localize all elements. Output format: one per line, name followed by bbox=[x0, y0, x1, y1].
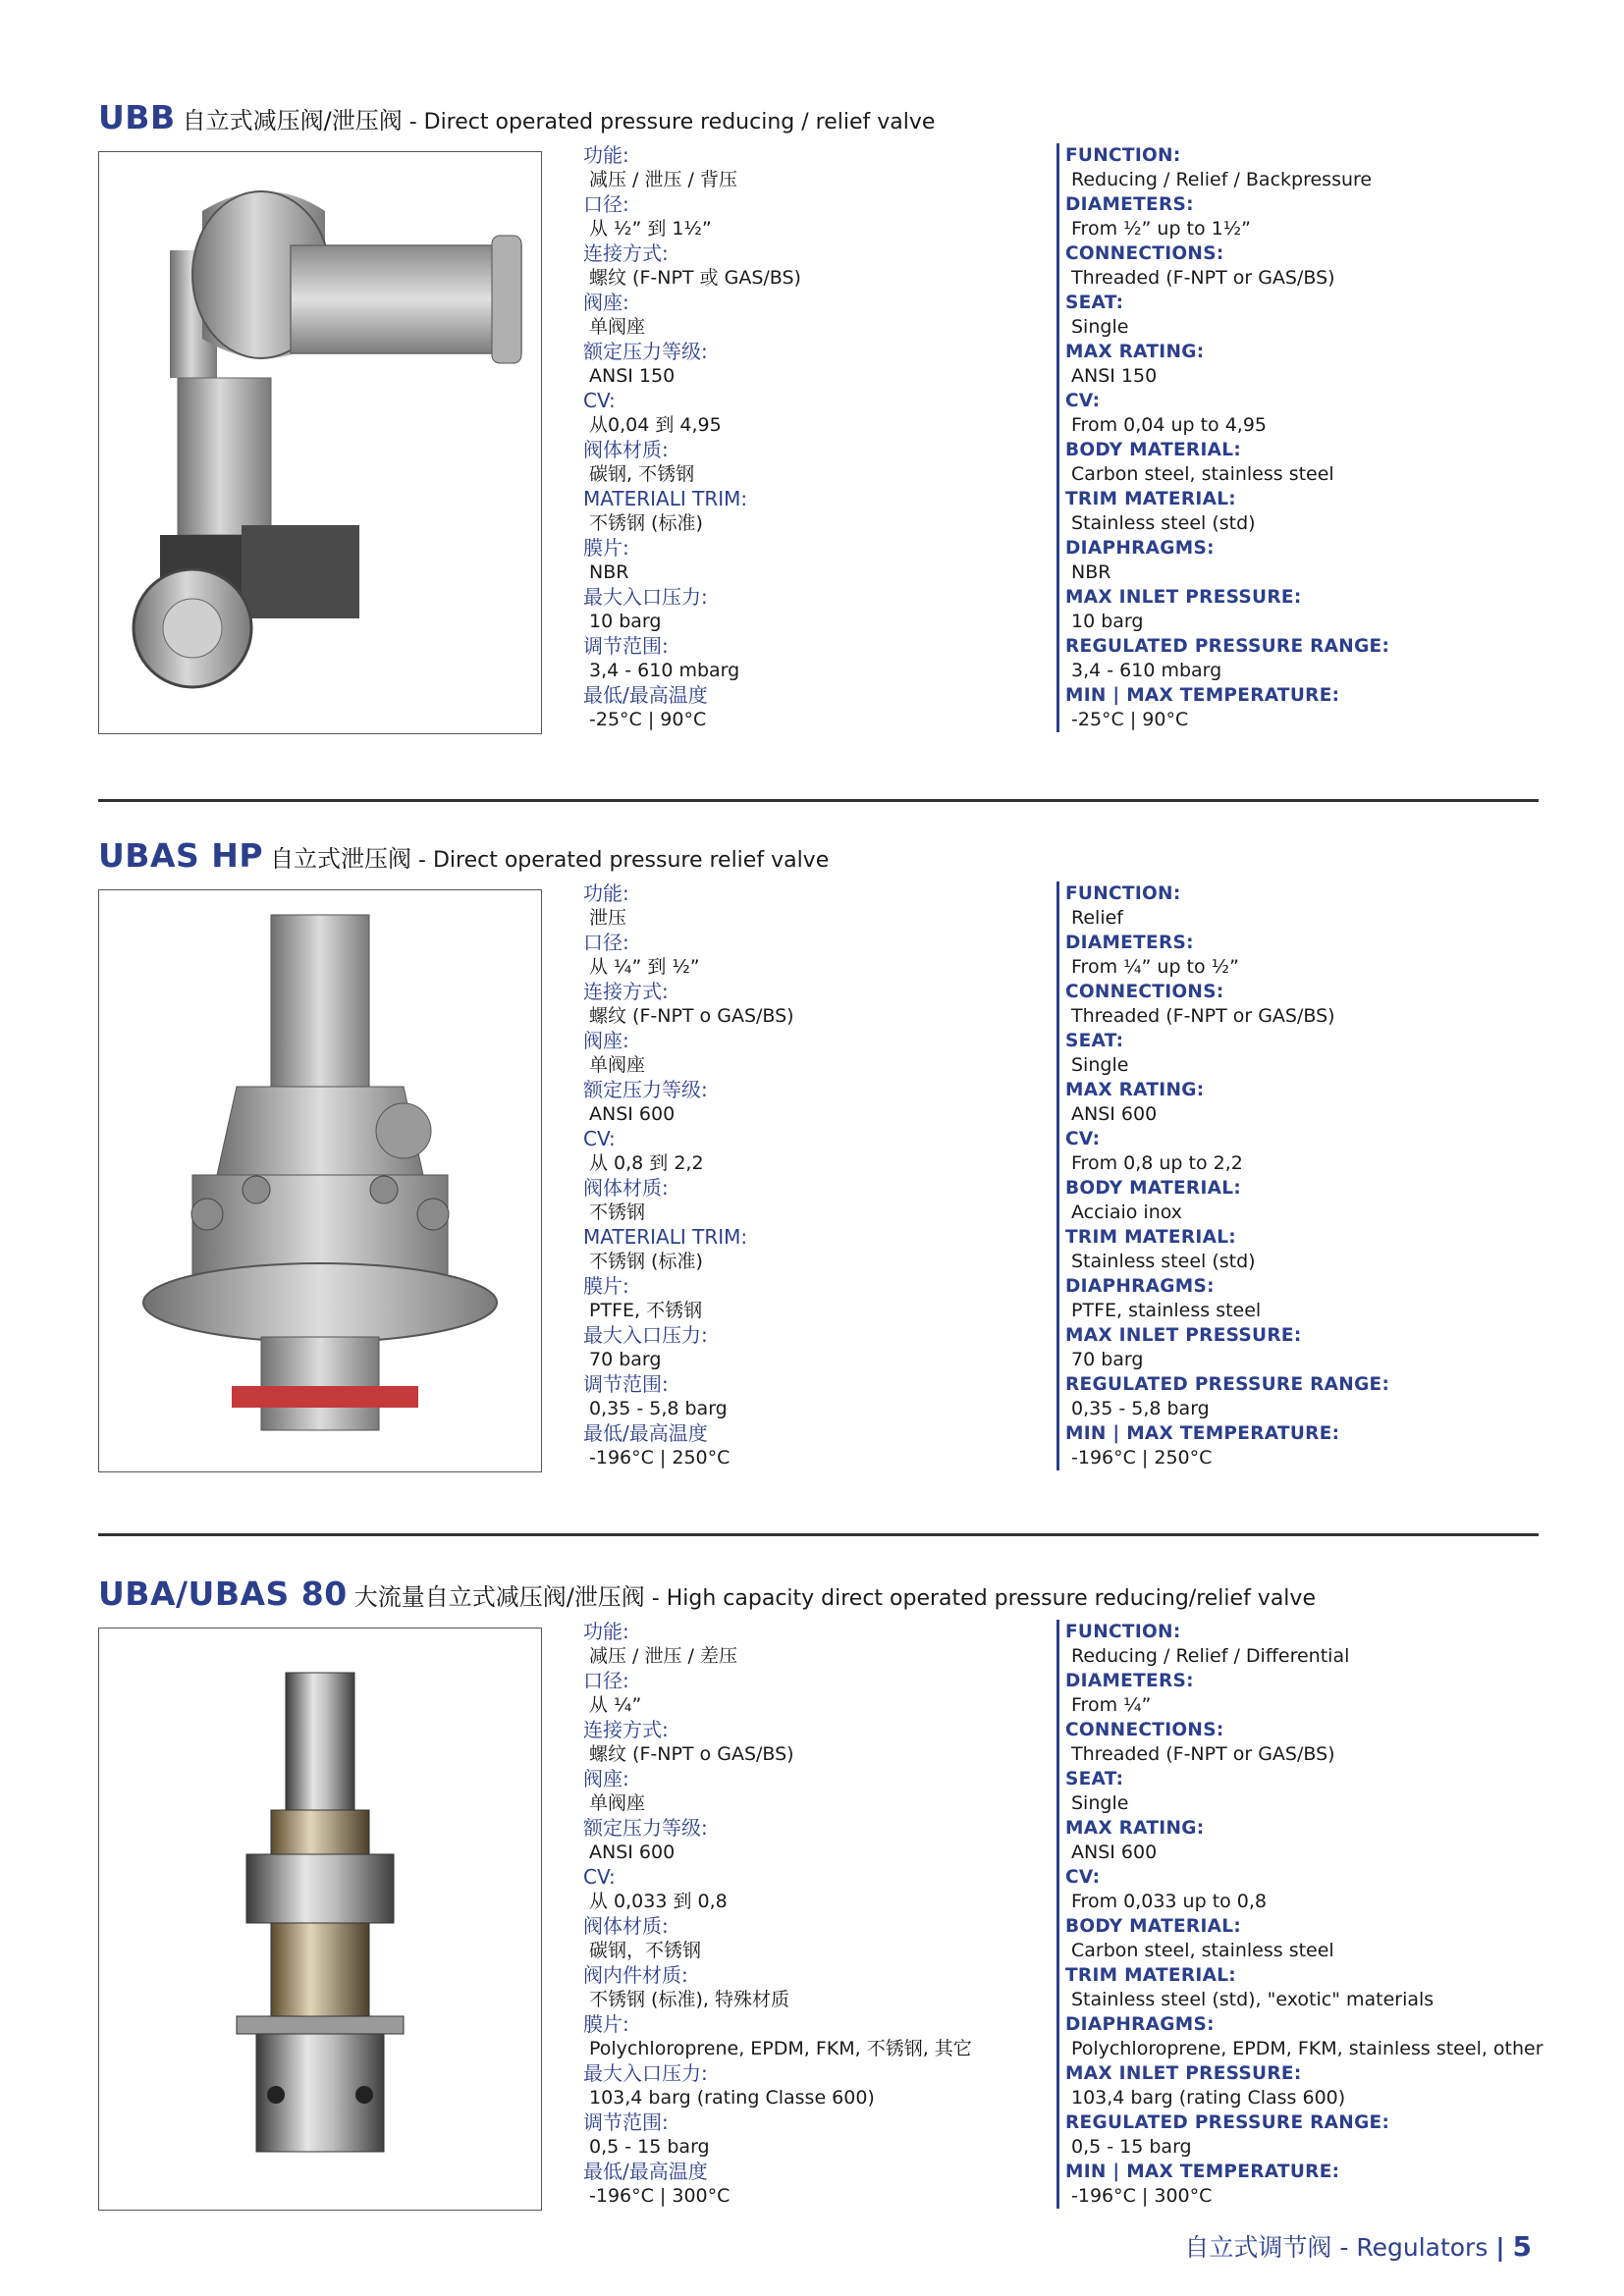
spec-value: NBR bbox=[589, 561, 629, 583]
spec-value: Acciaio inox bbox=[1071, 1201, 1183, 1223]
spec-item bbox=[583, 1816, 972, 1865]
spec-item bbox=[1065, 241, 1389, 291]
spec-label: 最大入口压力: bbox=[583, 2061, 708, 2085]
spec-value: -25°C | 90°C bbox=[589, 709, 707, 730]
product-title-cn: 自立式泄压阀 bbox=[270, 845, 412, 873]
spec-label: 阀体材质: bbox=[583, 1176, 669, 1200]
spec-item bbox=[583, 683, 801, 732]
spec-value: 10 barg bbox=[1071, 611, 1144, 632]
spec-value: Single bbox=[1071, 316, 1129, 338]
spec-label: MIN | MAX TEMPERATURE: bbox=[1065, 685, 1340, 706]
spec-item bbox=[1065, 980, 1389, 1029]
spec-label: 阀座: bbox=[583, 1767, 629, 1790]
spec-list-en bbox=[1056, 143, 1389, 732]
spec-item bbox=[1065, 438, 1389, 487]
section-title bbox=[98, 98, 935, 136]
spec-item bbox=[1065, 2012, 1543, 2061]
spec-item bbox=[583, 1029, 794, 1078]
spec-value: 从 ¼” 到 ½” bbox=[589, 956, 700, 978]
spec-value: 不锈钢 bbox=[589, 1201, 646, 1223]
spec-value: -196°C | 250°C bbox=[1071, 1447, 1213, 1468]
spec-item bbox=[1065, 487, 1389, 536]
spec-value: 泄压 bbox=[589, 907, 627, 929]
spec-item bbox=[1065, 1176, 1389, 1225]
spec-value: 减压 / 泄压 / 差压 bbox=[589, 1645, 737, 1667]
spec-item bbox=[583, 585, 801, 634]
section-divider bbox=[98, 799, 1539, 802]
spec-value: PTFE, 不锈钢 bbox=[589, 1300, 703, 1321]
section-divider bbox=[98, 1533, 1539, 1536]
spec-item bbox=[1065, 1225, 1389, 1274]
spec-value: From 0,04 up to 4,95 bbox=[1071, 414, 1268, 436]
spec-item bbox=[583, 1865, 972, 1914]
spec-item bbox=[583, 1323, 794, 1372]
spec-label: CV: bbox=[583, 1127, 616, 1150]
spec-label: DIAPHRAGMS: bbox=[1065, 538, 1215, 559]
spec-value: 103,4 barg (rating Classe 600) bbox=[589, 2087, 875, 2109]
spec-label: DIAPHRAGMS: bbox=[1065, 2014, 1215, 2035]
spec-item bbox=[583, 1669, 972, 1718]
spec-item bbox=[1065, 683, 1389, 732]
spec-value: -196°C | 250°C bbox=[589, 1447, 731, 1468]
spec-label: 膜片: bbox=[583, 536, 629, 560]
spec-value: Reducing / Relief / Differential bbox=[1071, 1645, 1350, 1667]
spec-value: 0,35 - 5,8 barg bbox=[589, 1398, 728, 1419]
spec-label: MAX INLET PRESSURE: bbox=[1065, 2063, 1302, 2084]
spec-item bbox=[583, 2061, 972, 2110]
spec-item bbox=[583, 1963, 972, 2012]
spec-label: CV: bbox=[583, 389, 616, 412]
spec-item bbox=[1065, 389, 1389, 438]
spec-item bbox=[1065, 1816, 1543, 1865]
spec-label: 连接方式: bbox=[583, 1718, 669, 1741]
spec-item bbox=[583, 192, 801, 241]
spec-item bbox=[583, 1421, 794, 1470]
product-title-cn: 自立式减压阀/泄压阀 bbox=[182, 107, 403, 134]
regulator-valve-photo bbox=[98, 151, 542, 734]
product-title-en: - High capacity direct operated pressure reducing/relief valve bbox=[644, 1586, 1316, 1611]
spec-value: 碳钢，不锈钢 bbox=[589, 1940, 702, 1961]
spec-value: 从 ¼” bbox=[589, 1694, 642, 1716]
spec-value: Stainless steel (std) bbox=[1071, 1251, 1256, 1272]
spec-item bbox=[1065, 2160, 1543, 2209]
spec-item bbox=[1065, 881, 1389, 931]
product-code: UBAS HP bbox=[98, 836, 264, 875]
spec-item bbox=[1065, 1274, 1389, 1323]
spec-item bbox=[1065, 1620, 1543, 1669]
spec-value: 从0,04 到 4,95 bbox=[589, 414, 722, 436]
spec-item bbox=[583, 2012, 972, 2061]
spec-value: From ¼” bbox=[1071, 1694, 1152, 1716]
spec-item bbox=[583, 931, 794, 980]
spec-label: FUNCTION: bbox=[1065, 883, 1181, 904]
spec-value: -196°C | 300°C bbox=[1071, 2185, 1213, 2207]
spec-value: 不锈钢 (标准) bbox=[589, 512, 703, 534]
relief-valve-icon bbox=[99, 890, 541, 1471]
spec-value: 10 barg bbox=[589, 611, 662, 632]
spec-label: BODY MATERIAL: bbox=[1065, 440, 1242, 460]
spec-item bbox=[1065, 291, 1389, 340]
spec-label: MAX RATING: bbox=[1065, 342, 1205, 362]
spec-value: From ¼” up to ½” bbox=[1071, 956, 1239, 978]
spec-item bbox=[583, 1078, 794, 1127]
page-number: 5 bbox=[1512, 2230, 1532, 2263]
spec-label: DIAMETERS: bbox=[1065, 933, 1194, 953]
spec-label: BODY MATERIAL: bbox=[1065, 1916, 1242, 1937]
spec-label: 连接方式: bbox=[583, 980, 669, 1003]
spec-value: Threaded (F-NPT or GAS/BS) bbox=[1071, 1005, 1335, 1027]
spec-label: DIAPHRAGMS: bbox=[1065, 1276, 1215, 1297]
high-capacity-valve-photo bbox=[98, 1628, 542, 2211]
spec-label: CV: bbox=[1065, 1867, 1101, 1888]
spec-item bbox=[583, 634, 801, 683]
spec-value: 单阀座 bbox=[589, 316, 646, 338]
spec-value: Polychloroprene, EPDM, FKM, stainless steel, other bbox=[1071, 2038, 1543, 2059]
spec-value: -25°C | 90°C bbox=[1071, 709, 1189, 730]
spec-value: Threaded (F-NPT or GAS/BS) bbox=[1071, 1743, 1335, 1765]
spec-value: Single bbox=[1071, 1054, 1129, 1076]
spec-label: 功能: bbox=[583, 143, 629, 167]
spec-item bbox=[1065, 536, 1389, 585]
spec-value: Stainless steel (std), "exotic" materials bbox=[1071, 1989, 1435, 2010]
section-title bbox=[98, 1575, 1316, 1613]
spec-item bbox=[1065, 2110, 1543, 2160]
spec-item bbox=[1065, 192, 1389, 241]
spec-label: 最低/最高温度 bbox=[583, 1421, 708, 1445]
spec-value: Polychloroprene, EPDM, FKM, 不锈钢, 其它 bbox=[589, 2038, 972, 2059]
spec-label: CONNECTIONS: bbox=[1065, 1720, 1224, 1740]
spec-label: MATERIALI TRIM: bbox=[583, 1225, 748, 1249]
spec-label: 阀内件材质: bbox=[583, 1963, 688, 1987]
spec-label: 阀座: bbox=[583, 1029, 629, 1052]
spec-label: 最大入口压力: bbox=[583, 585, 708, 609]
spec-value: 不锈钢 (标准), 特殊材质 bbox=[589, 1989, 789, 2010]
spec-value: ANSI 600 bbox=[589, 1103, 676, 1125]
spec-label: 膜片: bbox=[583, 1274, 629, 1298]
spec-label: SEAT: bbox=[1065, 1769, 1124, 1789]
spec-value: 从 0,8 到 2,2 bbox=[589, 1152, 704, 1174]
spec-list-cn bbox=[583, 881, 794, 1470]
spec-value: From ½” up to 1½” bbox=[1071, 218, 1252, 240]
spec-label: DIAMETERS: bbox=[1065, 1671, 1194, 1691]
spec-value: Threaded (F-NPT or GAS/BS) bbox=[1071, 267, 1335, 289]
spec-item bbox=[1065, 1323, 1389, 1372]
footer-separator: | bbox=[1495, 2233, 1505, 2262]
spec-item bbox=[1065, 143, 1389, 192]
spec-value: 0,5 - 15 barg bbox=[1071, 2136, 1192, 2158]
product-title-cn: 大流量自立式减压阀/泄压阀 bbox=[353, 1583, 645, 1611]
spec-label: 调节范围: bbox=[583, 1372, 669, 1396]
spec-label: FUNCTION: bbox=[1065, 145, 1181, 166]
spec-value: NBR bbox=[1071, 561, 1111, 583]
spec-label: TRIM MATERIAL: bbox=[1065, 1227, 1236, 1248]
spec-label: 膜片: bbox=[583, 2012, 629, 2036]
spec-label: 额定压力等级: bbox=[583, 1078, 708, 1101]
spec-label: 阀体材质: bbox=[583, 438, 669, 461]
spec-value: 单阀座 bbox=[589, 1792, 646, 1814]
spec-item bbox=[583, 1620, 972, 1669]
spec-label: 最低/最高温度 bbox=[583, 2160, 708, 2183]
spec-label: TRIM MATERIAL: bbox=[1065, 1965, 1236, 1986]
spec-value: 碳钢, 不锈钢 bbox=[589, 463, 695, 485]
spec-label: CV: bbox=[1065, 1129, 1101, 1149]
high-capacity-valve-icon bbox=[99, 1629, 541, 2210]
spec-label: FUNCTION: bbox=[1065, 1622, 1181, 1642]
product-title-en: - Direct operated pressure relief valve bbox=[411, 848, 830, 873]
spec-label: MATERIALI TRIM: bbox=[583, 487, 748, 510]
spec-value: ANSI 600 bbox=[1071, 1842, 1158, 1863]
spec-value: Carbon steel, stainless steel bbox=[1071, 1940, 1334, 1961]
spec-label: MAX RATING: bbox=[1065, 1818, 1205, 1839]
spec-value: 减压 / 泄压 / 背压 bbox=[589, 169, 737, 190]
spec-value: PTFE, stainless steel bbox=[1071, 1300, 1262, 1321]
spec-value: Relief bbox=[1071, 907, 1123, 929]
spec-item bbox=[583, 438, 801, 487]
spec-label: 额定压力等级: bbox=[583, 340, 708, 363]
product-code: UBA/UBAS 80 bbox=[98, 1575, 348, 1613]
spec-item bbox=[583, 1225, 794, 1274]
section-title bbox=[98, 836, 829, 875]
spec-item bbox=[583, 143, 801, 192]
spec-label: 功能: bbox=[583, 881, 629, 905]
spec-item bbox=[583, 1127, 794, 1176]
spec-value: ANSI 150 bbox=[1071, 365, 1158, 387]
spec-item bbox=[1065, 1029, 1389, 1078]
spec-value: From 0,033 up to 0,8 bbox=[1071, 1891, 1268, 1912]
spec-item bbox=[1065, 1669, 1543, 1718]
spec-value: 3,4 - 610 mbarg bbox=[1071, 660, 1222, 681]
spec-label: TRIM MATERIAL: bbox=[1065, 489, 1236, 509]
spec-value: 0,5 - 15 barg bbox=[589, 2136, 710, 2158]
spec-value: Single bbox=[1071, 1792, 1129, 1814]
spec-label: CONNECTIONS: bbox=[1065, 243, 1224, 264]
spec-value: -196°C | 300°C bbox=[589, 2185, 731, 2207]
spec-item bbox=[1065, 634, 1389, 683]
spec-label: REGULATED PRESSURE RANGE: bbox=[1065, 1374, 1390, 1395]
spec-item bbox=[583, 980, 794, 1029]
spec-value: Reducing / Relief / Backpressure bbox=[1071, 169, 1373, 190]
spec-value: ANSI 600 bbox=[1071, 1103, 1158, 1125]
spec-label: 额定压力等级: bbox=[583, 1816, 708, 1840]
spec-item bbox=[583, 2160, 972, 2209]
spec-label: 调节范围: bbox=[583, 634, 669, 658]
product-code: UBB bbox=[98, 98, 176, 136]
spec-item bbox=[583, 340, 801, 389]
spec-item bbox=[1065, 1963, 1543, 2012]
spec-item bbox=[1065, 585, 1389, 634]
spec-item bbox=[1065, 1127, 1389, 1176]
page-footer bbox=[1184, 2228, 1532, 2264]
spec-value: 103,4 barg (rating Class 600) bbox=[1071, 2087, 1346, 2109]
footer-title-en: - Regulators bbox=[1331, 2233, 1489, 2262]
spec-item bbox=[1065, 1372, 1389, 1421]
spec-label: CONNECTIONS: bbox=[1065, 982, 1224, 1002]
spec-item bbox=[583, 1914, 972, 1963]
spec-value: 单阀座 bbox=[589, 1054, 646, 1076]
spec-value: 0,35 - 5,8 barg bbox=[1071, 1398, 1210, 1419]
spec-label: 口径: bbox=[583, 1669, 629, 1692]
spec-value: 3,4 - 610 mbarg bbox=[589, 660, 740, 681]
spec-label: MAX INLET PRESSURE: bbox=[1065, 1325, 1302, 1346]
spec-list-en bbox=[1056, 1620, 1543, 2209]
spec-item bbox=[583, 1274, 794, 1323]
spec-item bbox=[1065, 931, 1389, 980]
spec-value: From 0,8 up to 2,2 bbox=[1071, 1152, 1243, 1174]
spec-value: 70 barg bbox=[1071, 1349, 1144, 1370]
spec-label: 最低/最高温度 bbox=[583, 683, 708, 707]
spec-value: Carbon steel, stainless steel bbox=[1071, 463, 1334, 485]
spec-value: 70 barg bbox=[589, 1349, 662, 1370]
spec-value: Stainless steel (std) bbox=[1071, 512, 1256, 534]
spec-label: REGULATED PRESSURE RANGE: bbox=[1065, 2112, 1390, 2133]
spec-value: 从 ½” 到 1½” bbox=[589, 218, 712, 240]
spec-value: ANSI 150 bbox=[589, 365, 676, 387]
spec-label: MAX INLET PRESSURE: bbox=[1065, 587, 1302, 608]
spec-item bbox=[583, 1767, 972, 1816]
spec-item bbox=[583, 487, 801, 536]
spec-list-cn bbox=[583, 1620, 972, 2209]
spec-item bbox=[583, 389, 801, 438]
spec-item bbox=[1065, 1718, 1543, 1767]
spec-value: 螺纹 (F-NPT 或 GAS/BS) bbox=[589, 267, 801, 289]
spec-label: 功能: bbox=[583, 1620, 629, 1643]
spec-label: REGULATED PRESSURE RANGE: bbox=[1065, 636, 1390, 657]
spec-item bbox=[583, 241, 801, 291]
spec-label: 阀体材质: bbox=[583, 1914, 669, 1938]
spec-label: MIN | MAX TEMPERATURE: bbox=[1065, 2162, 1340, 2182]
spec-item bbox=[1065, 1078, 1389, 1127]
spec-value: 从 0,033 到 0,8 bbox=[589, 1891, 728, 1912]
spec-label: 口径: bbox=[583, 192, 629, 216]
spec-label: 口径: bbox=[583, 931, 629, 954]
spec-item bbox=[583, 1176, 794, 1225]
spec-value: 螺纹 (F-NPT o GAS/BS) bbox=[589, 1743, 794, 1765]
spec-value: 螺纹 (F-NPT o GAS/BS) bbox=[589, 1005, 794, 1027]
spec-item bbox=[583, 1718, 972, 1767]
spec-item bbox=[1065, 1865, 1543, 1914]
spec-label: SEAT: bbox=[1065, 1031, 1124, 1051]
spec-item bbox=[583, 291, 801, 340]
spec-value: 不锈钢 (标准) bbox=[589, 1251, 703, 1272]
spec-label: 最大入口压力: bbox=[583, 1323, 708, 1347]
spec-value: ANSI 600 bbox=[589, 1842, 676, 1863]
spec-item bbox=[1065, 1767, 1543, 1816]
spec-list-cn bbox=[583, 143, 801, 732]
spec-list-en bbox=[1056, 881, 1389, 1470]
spec-label: SEAT: bbox=[1065, 293, 1124, 313]
spec-label: MIN | MAX TEMPERATURE: bbox=[1065, 1423, 1340, 1444]
spec-item bbox=[583, 881, 794, 931]
footer-title-cn: 自立式调节阀 bbox=[1184, 2233, 1332, 2262]
product-title-en: - Direct operated pressure reducing / relief valve bbox=[402, 110, 936, 134]
regulator-valve-icon bbox=[99, 152, 541, 733]
spec-item bbox=[1065, 1421, 1389, 1470]
spec-label: BODY MATERIAL: bbox=[1065, 1178, 1242, 1199]
spec-label: MAX RATING: bbox=[1065, 1080, 1205, 1100]
spec-item bbox=[1065, 1914, 1543, 1963]
spec-label: 调节范围: bbox=[583, 2110, 669, 2134]
spec-label: 连接方式: bbox=[583, 241, 669, 265]
spec-label: DIAMETERS: bbox=[1065, 194, 1194, 215]
spec-item bbox=[1065, 2061, 1543, 2110]
relief-valve-photo bbox=[98, 889, 542, 1472]
spec-item bbox=[583, 2110, 972, 2160]
spec-label: CV: bbox=[583, 1865, 616, 1889]
spec-label: 阀座: bbox=[583, 291, 629, 314]
spec-item bbox=[583, 1372, 794, 1421]
spec-item bbox=[1065, 340, 1389, 389]
spec-item bbox=[583, 536, 801, 585]
spec-label: CV: bbox=[1065, 391, 1101, 411]
